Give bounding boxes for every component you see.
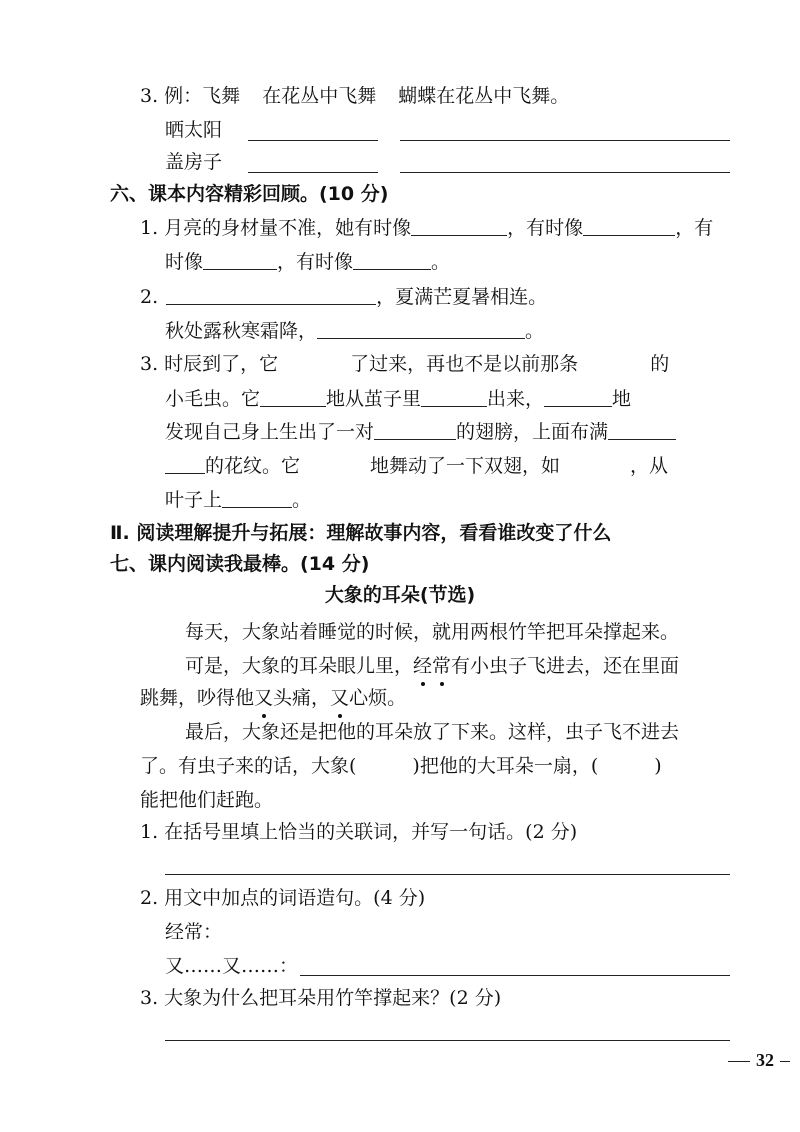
text: 的翅膀，上面布满 [456, 421, 609, 443]
example-label: 3. 例： [140, 85, 203, 107]
text: 地 [612, 388, 632, 410]
text: 发现自己身上生出了一对 [165, 421, 375, 443]
dotted-character: 经 [413, 652, 432, 680]
text: 了。有虫子来的话，大象( [140, 755, 357, 777]
passage-paragraph-1: 每天，大象站着睡觉的时候，就用两根竹竿把耳朵撑起来。 [185, 621, 680, 643]
answer-blank[interactable] [222, 487, 292, 508]
text: 跳舞，吵得他 [140, 687, 255, 709]
answer-blank[interactable] [544, 386, 612, 407]
s7-q2-word-2: 又……又……： [165, 955, 299, 977]
passage-paragraph-3-line2 [140, 752, 662, 780]
text: ，有 [675, 217, 714, 239]
example-word: 飞舞 [202, 85, 241, 107]
answer-line[interactable] [165, 874, 730, 875]
text: 小毛虫。它 [165, 388, 261, 410]
example-sentence: 蝴蝶在花丛中飞舞。 [398, 85, 570, 107]
example-item-2: 盖房子 [165, 151, 223, 173]
answer-blank[interactable] [411, 215, 507, 236]
s6-q2-line1 [140, 283, 547, 311]
text: 地从茧子里 [326, 388, 422, 410]
s6-q2-line2 [165, 317, 544, 345]
text: 时像 [165, 251, 204, 273]
answer-blank[interactable] [374, 419, 456, 440]
dotted-character: 常 [432, 652, 451, 680]
page-number [722, 1050, 790, 1071]
answer-blank[interactable] [317, 318, 525, 339]
answer-blank[interactable] [165, 453, 205, 474]
passage-paragraph-2-line2 [140, 684, 406, 712]
answer-blank[interactable] [166, 284, 376, 305]
s6-q3-line1 [140, 350, 669, 378]
example-phrase: 在花丛中飞舞 [262, 85, 377, 107]
part-two-heading: Ⅱ. 阅读理解提升与拓展：理解故事内容，看看谁改变了什么 [110, 522, 612, 544]
text: ) [654, 755, 662, 777]
s6-q3-line2 [165, 385, 631, 413]
text: 3. 时辰到了，它 [140, 353, 279, 375]
passage-paragraph-2-line1 [185, 652, 679, 680]
text: ，有时像 [507, 217, 584, 239]
text: 1. 月亮的身材量不准，她有时像 [140, 217, 412, 239]
section-seven-heading: 七、课内阅读我最棒。(14 分) [110, 553, 370, 575]
text: ，夏满芒夏暑相连。 [376, 286, 548, 308]
text: 秋处露秋寒霜降， [165, 320, 318, 342]
answer-blank[interactable] [583, 215, 675, 236]
text: 的花纹。它 [205, 455, 301, 477]
text: ，有时像 [277, 251, 354, 273]
answer-blank[interactable] [248, 172, 378, 173]
text: 2. [140, 286, 159, 308]
s7-question-3: 3. 大象为什么把耳朵用竹竿撑起来？(2 分) [140, 987, 502, 1009]
text: 出来， [487, 388, 545, 410]
text: 。 [431, 251, 451, 273]
text: 可是，大象的耳朵眼儿里， [185, 655, 414, 677]
s6-q3-line4 [165, 452, 668, 480]
example-line [140, 82, 569, 110]
text: 心烦。 [349, 687, 407, 709]
s7-q2-word-1: 经常： [165, 921, 223, 943]
text: 。 [525, 320, 545, 342]
passage-title: 大象的耳朵(节选) [324, 584, 476, 606]
answer-blank[interactable] [400, 172, 730, 173]
text: )把他的大耳朵一扇，( [412, 755, 599, 777]
example-item-1: 晒太阳 [165, 119, 223, 141]
s6-q1-line1 [140, 214, 713, 242]
dotted-character: 又 [330, 684, 349, 712]
s6-q3-line5 [165, 486, 311, 514]
dotted-character: 又 [254, 684, 273, 712]
answer-blank[interactable] [608, 419, 676, 440]
answer-blank[interactable] [203, 249, 277, 270]
s7-question-1: 1. 在括号里填上恰当的关联词，并写一句话。(2 分) [140, 821, 578, 843]
text: 了过来，再也不是以前那条 [350, 353, 579, 375]
answer-blank[interactable] [421, 386, 487, 407]
text: 叶子上 [165, 489, 223, 511]
text: 头痛， [273, 687, 331, 709]
answer-blank[interactable] [260, 386, 326, 407]
passage-paragraph-3-line1: 最后，大象还是把他的耳朵放了下来。这样，虫子飞不进去 [185, 721, 680, 743]
answer-line[interactable] [165, 1040, 730, 1041]
s6-q1-line2 [165, 248, 450, 276]
answer-line[interactable] [300, 975, 730, 976]
answer-blank[interactable] [248, 140, 378, 141]
answer-blank[interactable] [353, 249, 431, 270]
text: 有小虫子飞进去，还在里面 [451, 655, 680, 677]
s7-question-2: 2. 用文中加点的词语造句。(4 分) [140, 887, 426, 909]
text: ，从 [630, 455, 669, 477]
text: 的 [650, 353, 670, 375]
s6-q3-line3 [165, 418, 676, 446]
text: 。 [292, 489, 312, 511]
text: 地舞动了一下双翅，如 [370, 455, 561, 477]
passage-paragraph-3-line3: 能把他们赶跑。 [140, 789, 274, 811]
section-six-heading: 六、课本内容精彩回顾。(10 分) [110, 183, 389, 205]
page-number-text: 32 [756, 1050, 774, 1070]
answer-blank[interactable] [400, 140, 730, 141]
